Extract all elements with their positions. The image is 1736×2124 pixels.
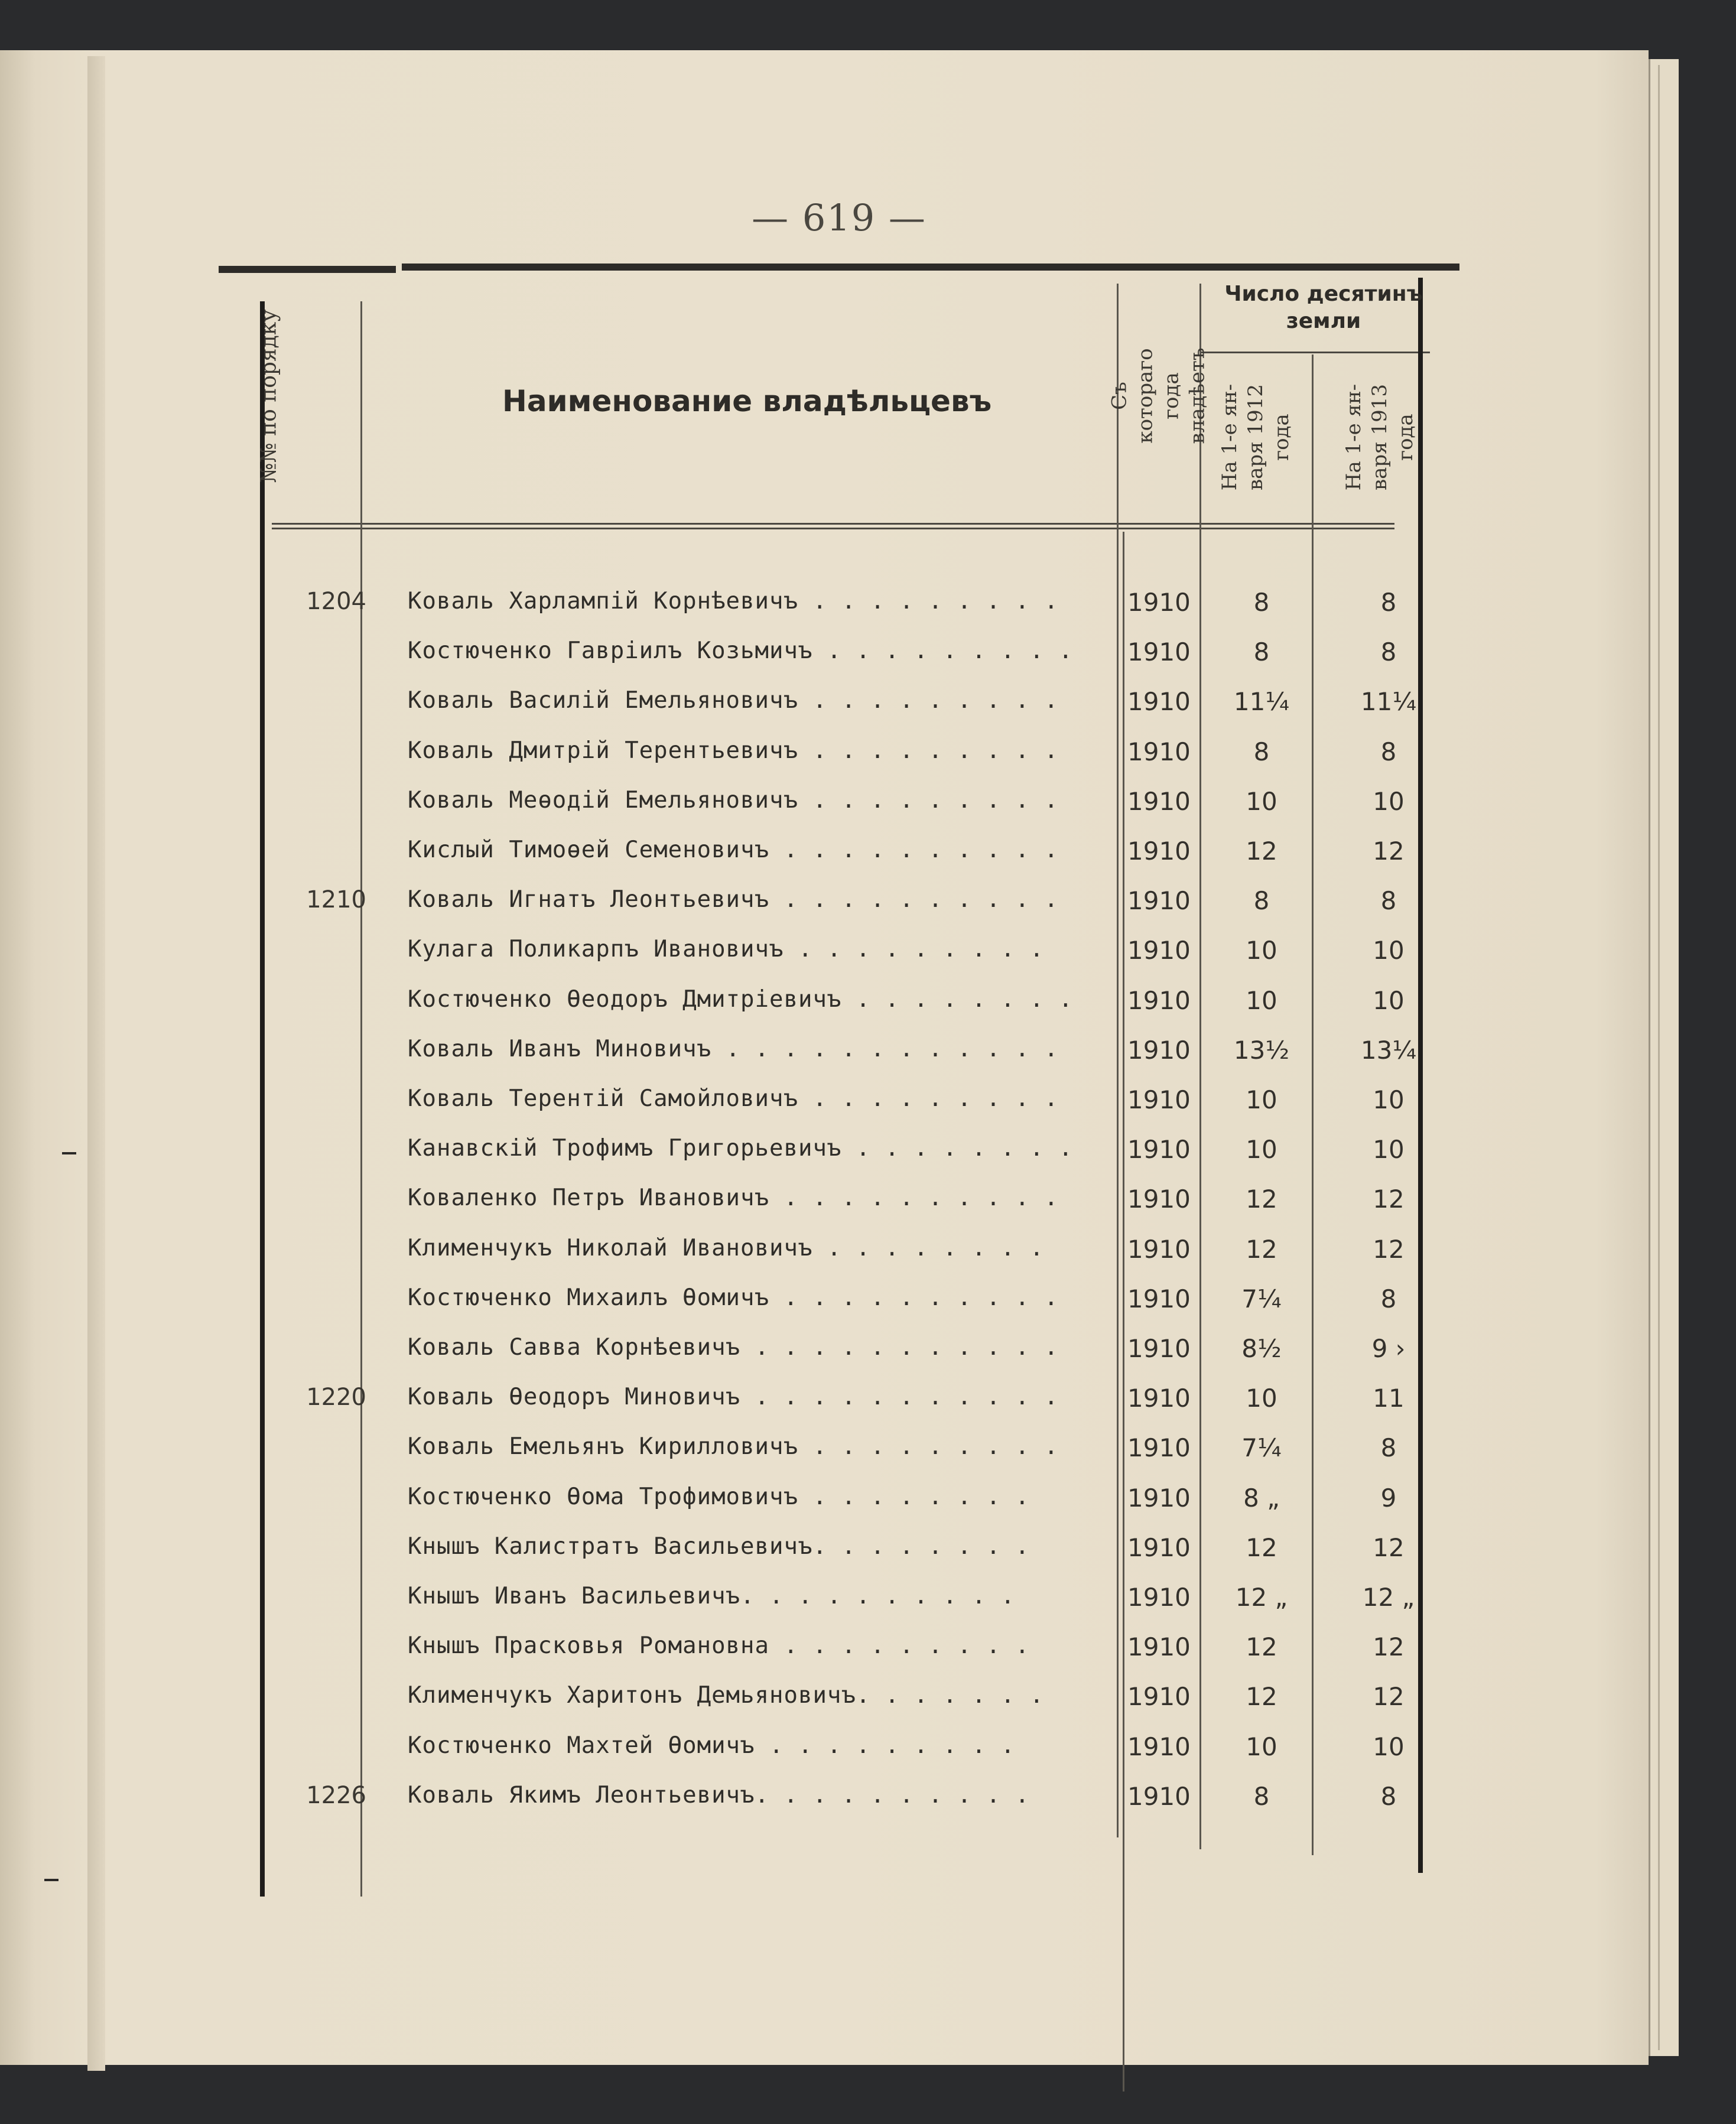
area-1913: 12 bbox=[1373, 837, 1405, 866]
area-1912: 12 bbox=[1246, 1632, 1277, 1662]
owned-since-year: 1910 bbox=[1127, 1234, 1191, 1264]
area-1912: 10 bbox=[1246, 1085, 1277, 1114]
table-row bbox=[219, 1782, 1459, 1832]
table-row bbox=[219, 1085, 1459, 1135]
owned-since-year: 1910 bbox=[1127, 1334, 1191, 1363]
header-area-1912 bbox=[1199, 354, 1312, 520]
header-area-1913 bbox=[1312, 354, 1448, 520]
area-1912: 12 bbox=[1246, 1682, 1277, 1712]
area-1913: 12 bbox=[1373, 1682, 1405, 1712]
table-top-rule bbox=[402, 264, 1459, 271]
owner-name: Костюченко Ѳома Трофимовичъ . . . . . . . . bbox=[408, 1483, 1030, 1510]
owned-since-year: 1910 bbox=[1127, 1384, 1191, 1413]
owned-since-year: 1910 bbox=[1127, 737, 1191, 766]
area-1912: 8½ bbox=[1241, 1334, 1282, 1363]
area-1913: 8 bbox=[1380, 1433, 1397, 1463]
area-1912: 12 „ bbox=[1235, 1583, 1288, 1612]
owner-name: Кнышъ Прасковья Романовна . . . . . . . . . bbox=[408, 1632, 1030, 1660]
owned-since-year: 1910 bbox=[1127, 1433, 1191, 1463]
header-area-1913-label: На 1-е ян-варя 1913 года bbox=[1342, 383, 1418, 491]
owner-name: Коваль Василій Емельяновичъ . . . . . . . . . bbox=[408, 687, 1059, 714]
table-row bbox=[219, 986, 1459, 1036]
table-row bbox=[219, 1583, 1459, 1632]
area-1912: 10 bbox=[1246, 936, 1277, 965]
header-area-group: Число десятинъ земли bbox=[1224, 282, 1423, 333]
owned-since-year: 1910 bbox=[1127, 687, 1191, 717]
area-1912: 8 bbox=[1253, 637, 1270, 667]
owned-since-year: 1910 bbox=[1127, 1682, 1191, 1712]
owned-since-year: 1910 bbox=[1127, 1284, 1191, 1313]
header-bottom-rule bbox=[272, 523, 1394, 525]
owned-since-year: 1910 bbox=[1127, 1781, 1191, 1811]
area-1913: 10 bbox=[1373, 1732, 1405, 1761]
owner-name: Костюченко Гавріилъ Козьмичъ . . . . . . . . . bbox=[408, 637, 1074, 665]
owned-since-year: 1910 bbox=[1127, 1632, 1191, 1662]
table-row bbox=[219, 1384, 1459, 1433]
owned-since-year: 1910 bbox=[1127, 886, 1191, 916]
owned-since-year: 1910 bbox=[1127, 786, 1191, 816]
owned-since-year: 1910 bbox=[1127, 985, 1191, 1015]
area-1912: 12 bbox=[1246, 1533, 1277, 1562]
area-1913: 13¼ bbox=[1360, 1035, 1417, 1065]
owner-name: Костюченко Махтей Ѳомичъ . . . . . . . . . bbox=[408, 1732, 1016, 1759]
area-1913: 8 bbox=[1380, 1781, 1397, 1811]
area-1912: 7¼ bbox=[1241, 1284, 1282, 1313]
row-number: 1210 bbox=[306, 886, 366, 914]
area-1913: 9 › bbox=[1371, 1334, 1406, 1363]
owner-name: Коваль Савва Корнѣевичъ . . . . . . . . . . . bbox=[408, 1334, 1059, 1361]
area-1912: 8 bbox=[1253, 886, 1270, 916]
margin-mark bbox=[44, 1879, 58, 1881]
owned-since-year: 1910 bbox=[1127, 1732, 1191, 1761]
owner-name: Клименчукъ Николай Ивановичъ . . . . . . . . bbox=[408, 1234, 1045, 1261]
owner-name: Коваленко Петръ Ивановичъ . . . . . . . . . . bbox=[408, 1185, 1059, 1212]
header-name-col: Наименование владѣльцевъ bbox=[502, 384, 992, 418]
owner-name: Коваль Игнатъ Леонтьевичъ . . . . . . . . . . bbox=[408, 886, 1059, 913]
area-1913: 10 bbox=[1373, 1085, 1405, 1114]
area-1912: 12 bbox=[1246, 1185, 1277, 1214]
table-row bbox=[219, 737, 1459, 787]
owner-name: Коваль Дмитрій Терентьевичъ . . . . . . . . . bbox=[408, 737, 1059, 764]
next-page-edge bbox=[1649, 59, 1679, 2056]
owner-name: Кислый Тимоѳей Семеновичъ . . . . . . . . . . bbox=[408, 837, 1059, 863]
owner-name: Коваль Иванъ Миновичъ . . . . . . . . . . . . bbox=[408, 1035, 1059, 1062]
table-row bbox=[219, 588, 1459, 637]
header-area-1912-label: На 1-е ян-варя 1912 года bbox=[1218, 383, 1293, 491]
owner-name: Коваль Якимъ Леонтьевичъ. . . . . . . . . . bbox=[408, 1781, 1030, 1809]
area-1913: 9 bbox=[1380, 1483, 1397, 1513]
header-num-col bbox=[219, 266, 319, 526]
header-year-col bbox=[1107, 272, 1210, 520]
area-1912: 10 bbox=[1246, 1732, 1277, 1761]
area-1913: 12 „ bbox=[1362, 1583, 1415, 1612]
table-row bbox=[219, 1334, 1459, 1384]
table-row bbox=[219, 787, 1459, 837]
area-1912: 12 bbox=[1246, 1234, 1277, 1264]
area-1913: 11¼ bbox=[1360, 687, 1417, 717]
owned-since-year: 1910 bbox=[1127, 1533, 1191, 1562]
area-1913: 8 bbox=[1380, 1284, 1397, 1313]
owned-since-year: 1910 bbox=[1127, 1085, 1191, 1114]
area-1912: 13½ bbox=[1233, 1035, 1290, 1065]
owner-name: Костюченко Михаилъ Ѳомичъ . . . . . . . . . . bbox=[408, 1284, 1059, 1311]
owner-name: Костюченко Ѳеодоръ Дмитріевичъ . . . . . . . . bbox=[408, 985, 1074, 1013]
page-number: — 619 — bbox=[752, 196, 926, 239]
area-1912: 10 bbox=[1246, 1135, 1277, 1165]
owned-since-year: 1910 bbox=[1127, 1185, 1191, 1214]
table-row bbox=[219, 1433, 1459, 1483]
table-row bbox=[219, 1484, 1459, 1533]
area-1912: 10 bbox=[1246, 786, 1277, 816]
area-1913: 12 bbox=[1373, 1632, 1405, 1662]
owner-name: Коваль Ѳеодоръ Миновичъ . . . . . . . . . . . bbox=[408, 1384, 1059, 1411]
row-number: 1226 bbox=[306, 1781, 366, 1809]
area-1912: 8 bbox=[1253, 588, 1270, 617]
area-1912: 11¼ bbox=[1233, 687, 1290, 717]
area-1913: 10 bbox=[1373, 786, 1405, 816]
area-1913: 12 bbox=[1373, 1234, 1405, 1264]
area-1913: 8 bbox=[1380, 737, 1397, 766]
owner-name: Кнышъ Иванъ Васильевичъ. . . . . . . . . . bbox=[408, 1583, 1016, 1609]
row-number: 1204 bbox=[306, 588, 366, 615]
owned-since-year: 1910 bbox=[1127, 1483, 1191, 1513]
area-1913: 10 bbox=[1373, 1135, 1405, 1165]
table-row bbox=[219, 1036, 1459, 1085]
owned-since-year: 1910 bbox=[1127, 936, 1191, 965]
table-row bbox=[219, 1185, 1459, 1234]
area-1913: 8 bbox=[1380, 886, 1397, 916]
owner-name: Клименчукъ Харитонъ Демьяновичъ. . . . . . . bbox=[408, 1682, 1045, 1709]
area-1912: 7¼ bbox=[1241, 1433, 1282, 1463]
area-1912: 12 bbox=[1246, 837, 1277, 866]
page-gutter bbox=[87, 56, 105, 2071]
area-1913: 10 bbox=[1373, 936, 1405, 965]
table-row bbox=[219, 1235, 1459, 1284]
area-1912: 10 bbox=[1246, 985, 1277, 1015]
owner-name: Коваль Терентій Самойловичъ . . . . . . . . . bbox=[408, 1085, 1059, 1112]
area-1912: 8 bbox=[1253, 1781, 1270, 1811]
owned-since-year: 1910 bbox=[1127, 1135, 1191, 1165]
owners-table bbox=[219, 266, 1459, 1861]
owner-name: Кнышъ Калистратъ Васильевичъ. . . . . . . . bbox=[408, 1533, 1030, 1560]
header-bottom-rule bbox=[272, 528, 1394, 529]
area-1913: 11 bbox=[1373, 1384, 1405, 1413]
table-row bbox=[219, 1632, 1459, 1682]
owned-since-year: 1910 bbox=[1127, 1583, 1191, 1612]
header-year-label: Съ котораго года владѣетъ bbox=[1107, 347, 1210, 444]
owner-name: Коваль Меѳодій Емельяновичъ . . . . . . . . . bbox=[408, 786, 1059, 814]
table-row bbox=[219, 1135, 1459, 1185]
table-row bbox=[219, 936, 1459, 985]
header-num-label: №№ по порядку bbox=[256, 309, 281, 483]
page-edge-line bbox=[1658, 65, 1660, 2050]
owner-name: Канавскій Трофимъ Григорьевичъ . . . . . . . . bbox=[408, 1135, 1074, 1162]
owner-name: Коваль Емельянъ Кирилловичъ . . . . . . . . . bbox=[408, 1433, 1059, 1461]
area-1912: 10 bbox=[1246, 1384, 1277, 1413]
owner-name: Коваль Харлампій Корнѣевичъ . . . . . . . . . bbox=[408, 588, 1059, 614]
owned-since-year: 1910 bbox=[1127, 637, 1191, 667]
area-1913: 8 bbox=[1380, 637, 1397, 667]
table-row bbox=[219, 1284, 1459, 1334]
table-row bbox=[219, 886, 1459, 936]
table-row bbox=[219, 1682, 1459, 1732]
table-row bbox=[219, 637, 1459, 687]
area-1913: 12 bbox=[1373, 1533, 1405, 1562]
owned-since-year: 1910 bbox=[1127, 1035, 1191, 1065]
area-1912: 8 bbox=[1253, 737, 1270, 766]
area-1912: 8 „ bbox=[1243, 1483, 1280, 1513]
table-row bbox=[219, 687, 1459, 737]
table-row bbox=[219, 1732, 1459, 1782]
owner-name: Кулага Поликарпъ Ивановичъ . . . . . . . . . bbox=[408, 936, 1045, 963]
row-number: 1220 bbox=[306, 1384, 366, 1411]
owned-since-year: 1910 bbox=[1127, 837, 1191, 866]
owned-since-year: 1910 bbox=[1127, 588, 1191, 617]
area-1913: 12 bbox=[1373, 1185, 1405, 1214]
area-group-rule bbox=[1199, 352, 1430, 353]
area-1913: 8 bbox=[1380, 588, 1397, 617]
table-row bbox=[219, 1533, 1459, 1583]
margin-mark bbox=[62, 1152, 76, 1154]
table-row bbox=[219, 837, 1459, 886]
area-1913: 10 bbox=[1373, 985, 1405, 1015]
